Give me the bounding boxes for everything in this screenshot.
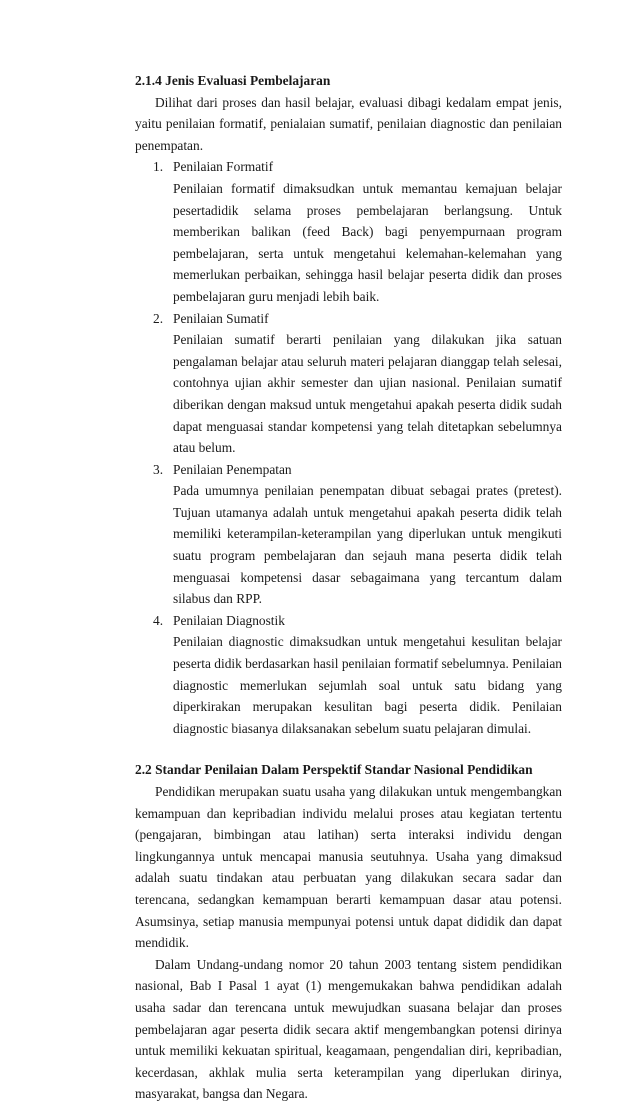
list-item [135,156,562,307]
list-item-body: Pada umumnya penilaian penempatan dibuat sebagai prates (pretest). Tujuan utamanya adalah untuk mengetahui apakah peserta didik telah memiliki keterampilan-keterampilan yang diperlukan untuk mengikuti suatu program pembelajaran dan sejauh mana peserta didik telah menguasai kompetensi dasar sebagaimana yang tercantum dalam silabus dan RPP. [173,483,562,607]
intro-paragraph: Dilihat dari proses dan hasil belajar, evaluasi dibagi kedalam empat jenis, yaitu penilaian formatif, penialaian sumatif, penilaian diagnostic dan penilaian penempatan. [135,94,562,153]
list-item-body: Penilaian formatif dimaksudkan untuk memantau kemajuan belajar pesertadidik selama proses pembelajaran berlangsung. Untuk memberikan balikan (feed Back) bagi penyempurnaan program pembelajaran, serta untuk mengetahui kelemahan-kelemahan yang memerlukan perbaikan, sehingga hasil belajar peserta didik dan proses pembelajaran guru menjadi lebih baik. [173,180,562,304]
section-heading-standar-penilaian: 2.2 Standar Penilaian Dalam Perspektif Standar Nasional Pendidikan [135,762,533,778]
list-item-number: 4. [153,612,164,628]
list-item-body: Penilaian sumatif berarti penilaian yang dilakukan jika satuan pengalaman belajar atau seluruh materi pelajaran dianggap telah selesai, contohnya ujian akhir semester dan ujian nasional. Penilaian sumatif diberikan dengan maksud untuk mengetahui apakah peserta didik sudah dapat menguasai standar kompetensi yang telah ditetapkan sebelumnya atau belum. [173,332,562,456]
list-item-number: 2. [153,310,164,326]
list-item-title: Penilaian Diagnostik [173,612,285,628]
list-item [135,610,562,740]
body-paragraph-1: Pendidikan merupakan suatu usaha yang dilakukan untuk mengembangkan kemampuan dan kepribadian individu melalui proses atau kegiatan tertentu (pengajaran, bimbingan atau latihan) serta interaksi individu dengan lingkungannya untuk mencapai manusia seutuhnya. Usaha yang dimaksud adalah suatu tindakan atau perbuatan yang dilakukan secara sadar dan terencana, sedangkan kemampuan berarti kemampuan dasar atau potensi. Asumsinya, setiap manusia mempunyai potensi untuk dapat dididik dan dapat mendidik. [135,784,562,951]
list-item-title: Penilaian Formatif [173,159,274,175]
list-item-number: 3. [153,461,164,477]
list-item-number: 1. [153,159,164,175]
list-item-body: Penilaian diagnostic dimaksudkan untuk mengetahui kesulitan belajar peserta didik berdasarkan hasil penilaian formatif sebelumnya. Penilaian diagnostic memerlukan sejumlah soal untuk satu bidang yang diperkirakan merupakan kesulitan bagi peserta didik. Penilaian diagnostic biasanya dilaksanakan sebelum suatu pelajaran dimulai. [173,634,562,736]
list-item [135,459,562,610]
list-item-title: Penilaian Sumatif [173,310,269,326]
list-item [135,308,562,459]
list-item-title: Penilaian Penempatan [173,461,292,477]
evaluation-types-list [135,156,562,739]
page-content [135,70,562,1105]
section-heading-jenis-evaluasi: 2.1.4 Jenis Evaluasi Pembelajaran [135,73,331,88]
body-paragraph-2: Dalam Undang-undang nomor 20 tahun 2003 tentang sistem pendidikan nasional, Bab I Pasal 1 ayat (1) mengemukakan bahwa pendidikan adalah usaha sadar dan terencana untuk mewujudkan suasana belajar dan proses pembelajaran agar peserta didik secara aktif mengembangkan potensi dirinya untuk memiliki kekuatan spiritual, keagamaan, pengendalian diri, kepribadian, kecerdasan, akhlak mulia serta keterampilan yang diperlukan dirinya, masyarakat, bangsa dan Negara. [135,956,562,1102]
section-spacer [135,739,562,759]
